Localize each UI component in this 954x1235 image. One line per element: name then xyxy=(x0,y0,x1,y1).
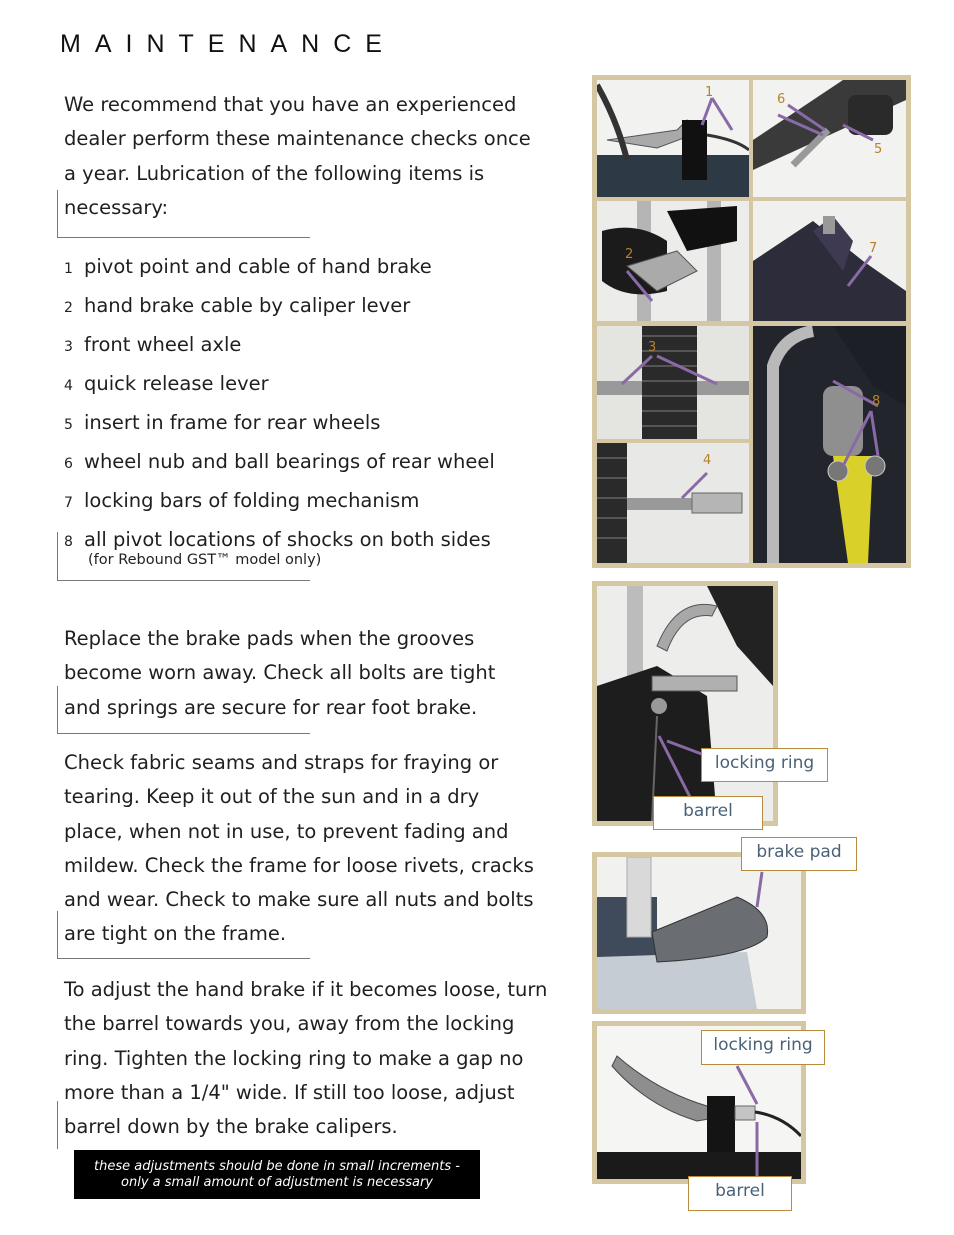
text-line: mildew. Check the frame for loose rivets, cracks xyxy=(64,853,534,877)
photo-brake-pad xyxy=(597,857,801,1009)
list-item: 5 insert in frame for rear wheels xyxy=(64,411,381,434)
intro-line: dealer perform these maintenance checks once xyxy=(64,127,531,151)
text-line: place, when not in use, to prevent fading and xyxy=(64,819,509,843)
section-bracket xyxy=(57,190,310,238)
callout-barrel: barrel xyxy=(653,796,763,830)
text-line: more than a 1/4" wide. If still too loose, adjust xyxy=(64,1080,515,1104)
photo-caliper-lever xyxy=(597,201,749,321)
adjustment-note: these adjustments should be done in small increments - only a small amount of adjustment is necessary xyxy=(74,1150,480,1199)
list-item: 7 locking bars of folding mechanism xyxy=(64,489,420,512)
text-line: and wear. Check to make sure all nuts and bolts xyxy=(64,888,534,912)
photo-brake-caliper xyxy=(597,586,773,821)
list-item: 3 front wheel axle xyxy=(64,333,242,356)
callout-locking-ring: locking ring xyxy=(701,748,828,782)
text-line: the barrel towards you, away from the locking xyxy=(64,1012,515,1036)
section-bracket xyxy=(57,532,310,581)
section-bracket xyxy=(57,911,310,959)
list-item: 1 pivot point and cable of hand brake xyxy=(64,255,432,278)
list-item: 2 hand brake cable by caliper lever xyxy=(64,294,411,317)
section-bracket xyxy=(57,686,310,734)
page-title: MAINTENANCE xyxy=(60,30,396,58)
photo-number: 3 xyxy=(648,340,657,355)
intro-line: a year. Lubrication of the following items is xyxy=(64,161,485,185)
photo-quick-release xyxy=(597,443,749,563)
text-line: To adjust the hand brake if it becomes loose, turn xyxy=(64,978,548,1001)
photo-number: 8 xyxy=(872,394,881,409)
intro-line: We recommend that you have an experienced xyxy=(64,93,517,116)
list-item: 4 quick release lever xyxy=(64,372,269,395)
photo-folding-mechanism xyxy=(753,201,906,321)
photo-hand-brake-pivot xyxy=(597,80,749,197)
photo-number: 5 xyxy=(874,142,883,157)
list-item: 6 wheel nub and ball bearings of rear wheel xyxy=(64,450,495,473)
text-line: Check fabric seams and straps for fraying or xyxy=(64,751,499,774)
photo-number: 2 xyxy=(625,247,634,262)
list-item: 8 all pivot locations of shocks on both sides xyxy=(64,528,491,551)
photo-number: 7 xyxy=(869,241,878,256)
photo-number: 4 xyxy=(703,453,712,468)
text-line: Replace the brake pads when the grooves xyxy=(64,627,475,650)
photo-number: 6 xyxy=(777,92,786,107)
intro-line: necessary: xyxy=(64,195,169,219)
section-bracket xyxy=(57,1101,310,1149)
callout-locking-ring: locking ring xyxy=(701,1030,825,1065)
callout-brake-pad: brake pad xyxy=(741,837,857,871)
photo-rear-wheel-insert xyxy=(753,80,906,197)
text-line: and springs are secure for rear foot brake. xyxy=(64,695,478,719)
text-line: are tight on the frame. xyxy=(64,922,287,946)
photo-front-wheel-axle xyxy=(597,326,749,439)
photo-number: 1 xyxy=(705,85,714,100)
text-line: barrel down by the brake calipers. xyxy=(64,1115,398,1139)
text-line: tearing. Keep it out of the sun and in a dry xyxy=(64,785,480,809)
text-line: become worn away. Check all bolts are tight xyxy=(64,661,496,685)
model-note: (for Rebound GST™ model only) xyxy=(88,552,322,568)
callout-barrel: barrel xyxy=(688,1176,792,1211)
text-line: ring. Tighten the locking ring to make a gap no xyxy=(64,1046,524,1070)
photo-shocks xyxy=(753,326,906,563)
